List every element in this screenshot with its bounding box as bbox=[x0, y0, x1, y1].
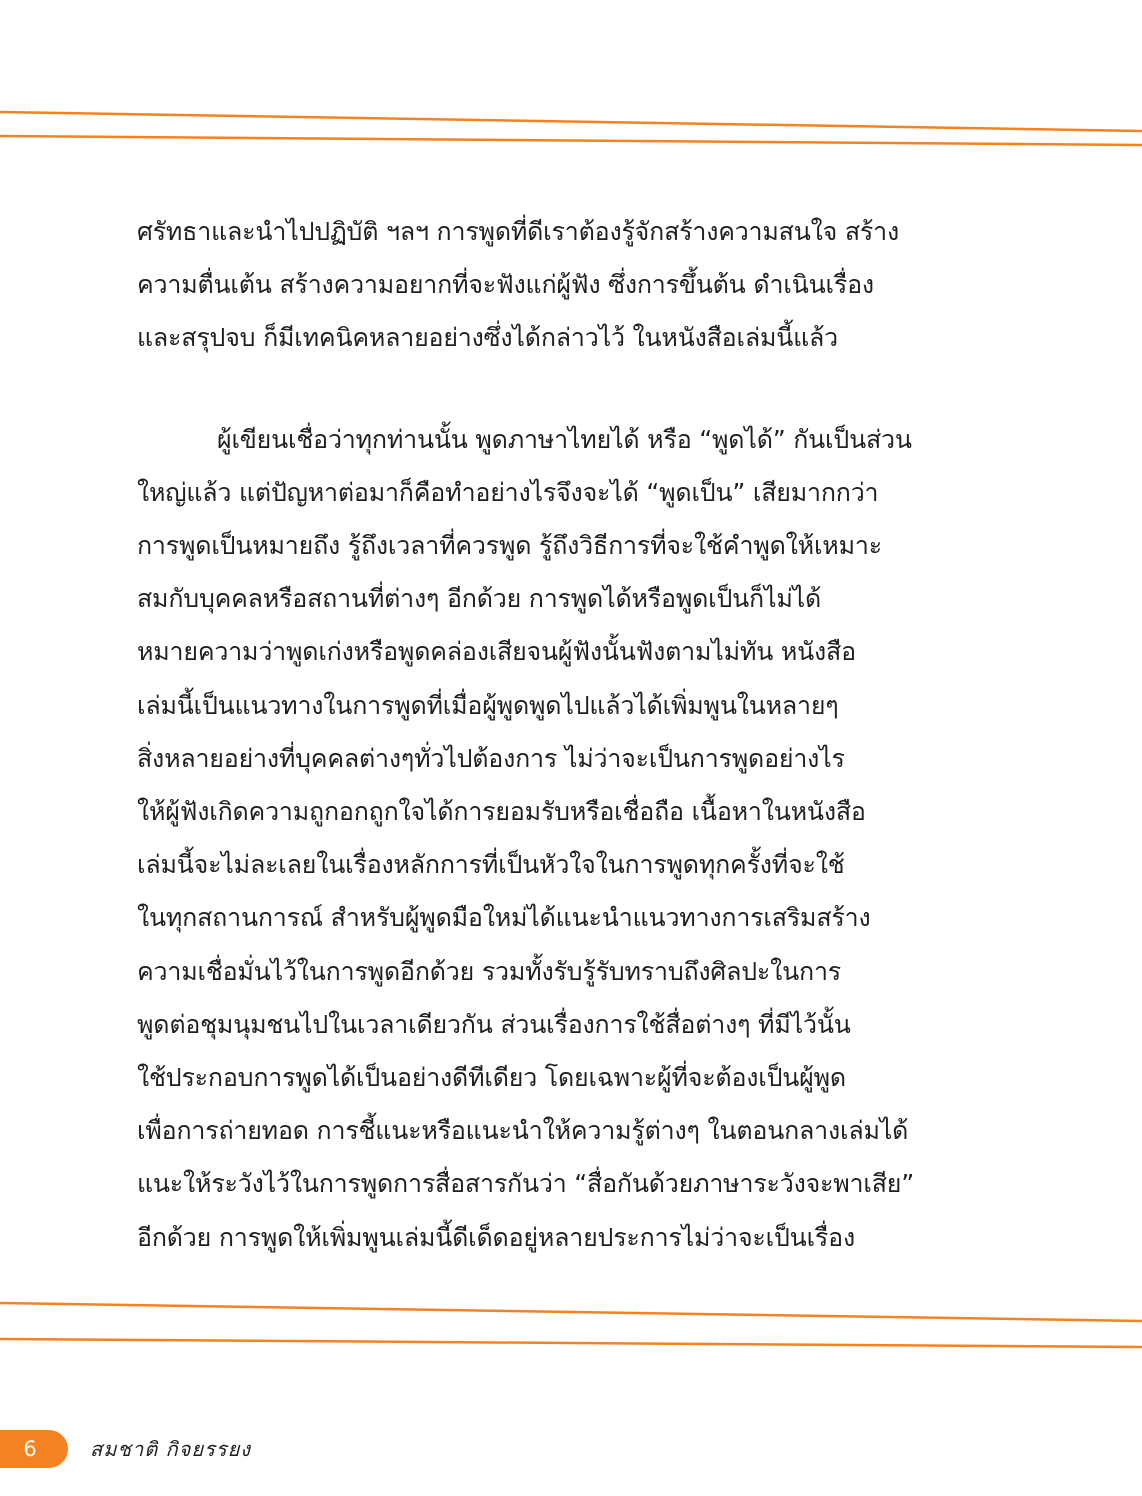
bottom-rule-lower bbox=[0, 1339, 1142, 1347]
text-line: สมกับบุคคลหรือสถานที่ต่างๆ อีกด้วย การพูดได้หรือพูดเป็นก็ไม่ได้ bbox=[137, 584, 822, 614]
text-line: ในทุกสถานการณ์ สำหรับผู้พูดมือใหม่ได้แนะนำแนวทางการเสริมสร้าง bbox=[137, 903, 871, 933]
text-line: แนะให้ระวังไว้ในการพูดการสื่อสารกันว่า “สื่อกันด้วยภาษาระวังจะพาเสีย” bbox=[137, 1169, 915, 1199]
text-line: สิ่งหลายอย่างที่บุคคลต่างๆทั่วไปต้องการ ไม่ว่าจะเป็นการพูดอย่างไร bbox=[137, 743, 845, 773]
page-number-tab bbox=[0, 1430, 68, 1468]
text-line: ผู้เขียนเชื่อว่าทุกท่านนั้น พูดภาษาไทยได้ หรือ “พูดได้” กันเป็นส่วน bbox=[217, 424, 912, 454]
text-line: พูดต่อชุมนุมชนไปในเวลาเดียวกัน ส่วนเรื่องการใช้สื่อต่างๆ ที่มีไว้นั้น bbox=[137, 1009, 851, 1039]
page-footer bbox=[0, 1430, 1142, 1468]
text-line: ความเชื่อมั่นไว้ในการพูดอีกด้วย รวมทั้งรับรู้รับทราบถึงศิลปะในการ bbox=[137, 956, 842, 986]
page-number: 6 bbox=[23, 1437, 37, 1461]
paragraph-2 bbox=[137, 413, 1005, 1264]
top-rule-upper bbox=[0, 112, 1142, 131]
text-line: เล่มนี้จะไม่ละเลยในเรื่องหลักการที่เป็นหัวใจในการพูดทุกครั้งที่จะใช้ bbox=[137, 850, 845, 880]
paragraph-1 bbox=[137, 205, 1005, 365]
text-line: เล่มนี้เป็นแนวทางในการพูดที่เมื่อผู้พูดพูดไปแล้วได้เพิ่มพูนในหลายๆ bbox=[137, 690, 839, 720]
text-line: ใช้ประกอบการพูดได้เป็นอย่างดีทีเดียว โดยเฉพาะผู้ที่จะต้องเป็นผู้พูด bbox=[137, 1063, 846, 1093]
text-line: อีกด้วย การพูดให้เพิ่มพูนเล่มนี้ดีเด็ดอยู่หลายประการไม่ว่าจะเป็นเรื่อง bbox=[137, 1222, 855, 1252]
text-line: การพูดเป็นหมายถึง รู้ถึงเวลาที่ควรพูด รู้ถึงวิธีการที่จะใช้คำพูดให้เหมาะ bbox=[137, 531, 882, 561]
text-line: ศรัทธาและนำไปปฏิบัติ ฯลฯ การพูดที่ดีเราต้องรู้จักสร้างความสนใจ สร้าง bbox=[137, 217, 899, 246]
text-line: ใหญ่แล้ว แต่ปัญหาต่อมาก็คือทำอย่างไรจึงจะได้ “พูดเป็น” เสียมากกว่า bbox=[137, 477, 879, 507]
text-line: เพื่อการถ่ายทอด การชี้แนะหรือแนะนำให้ความรู้ต่างๆ ในตอนกลางเล่มได้ bbox=[137, 1116, 909, 1146]
text-line: และสรุปจบ ก็มีเทคนิคหลายอย่างซึ่งได้กล่าวไว้ ในหนังสือเล่มนี้แล้ว bbox=[137, 323, 838, 353]
bottom-rule-upper bbox=[0, 1303, 1142, 1321]
body-text bbox=[137, 205, 1005, 1264]
running-head-author: สมชาติ กิจยรรยง bbox=[90, 1437, 252, 1461]
text-line: ความตื่นเต้น สร้างความอยากที่จะฟังแก่ผู้ฟัง ซึ่งการขึ้นต้น ดำเนินเรื่อง bbox=[137, 270, 874, 300]
text-line: หมายความว่าพูดเก่งหรือพูดคล่องเสียจนผู้ฟังนั้นฟังตามไม่ทัน หนังสือ bbox=[137, 637, 856, 667]
top-rule-lower bbox=[0, 136, 1142, 145]
text-line: ให้ผู้ฟังเกิดความถูกอกถูกใจได้การยอมรับหรือเชื่อถือ เนื้อหาในหนังสือ bbox=[137, 797, 866, 827]
